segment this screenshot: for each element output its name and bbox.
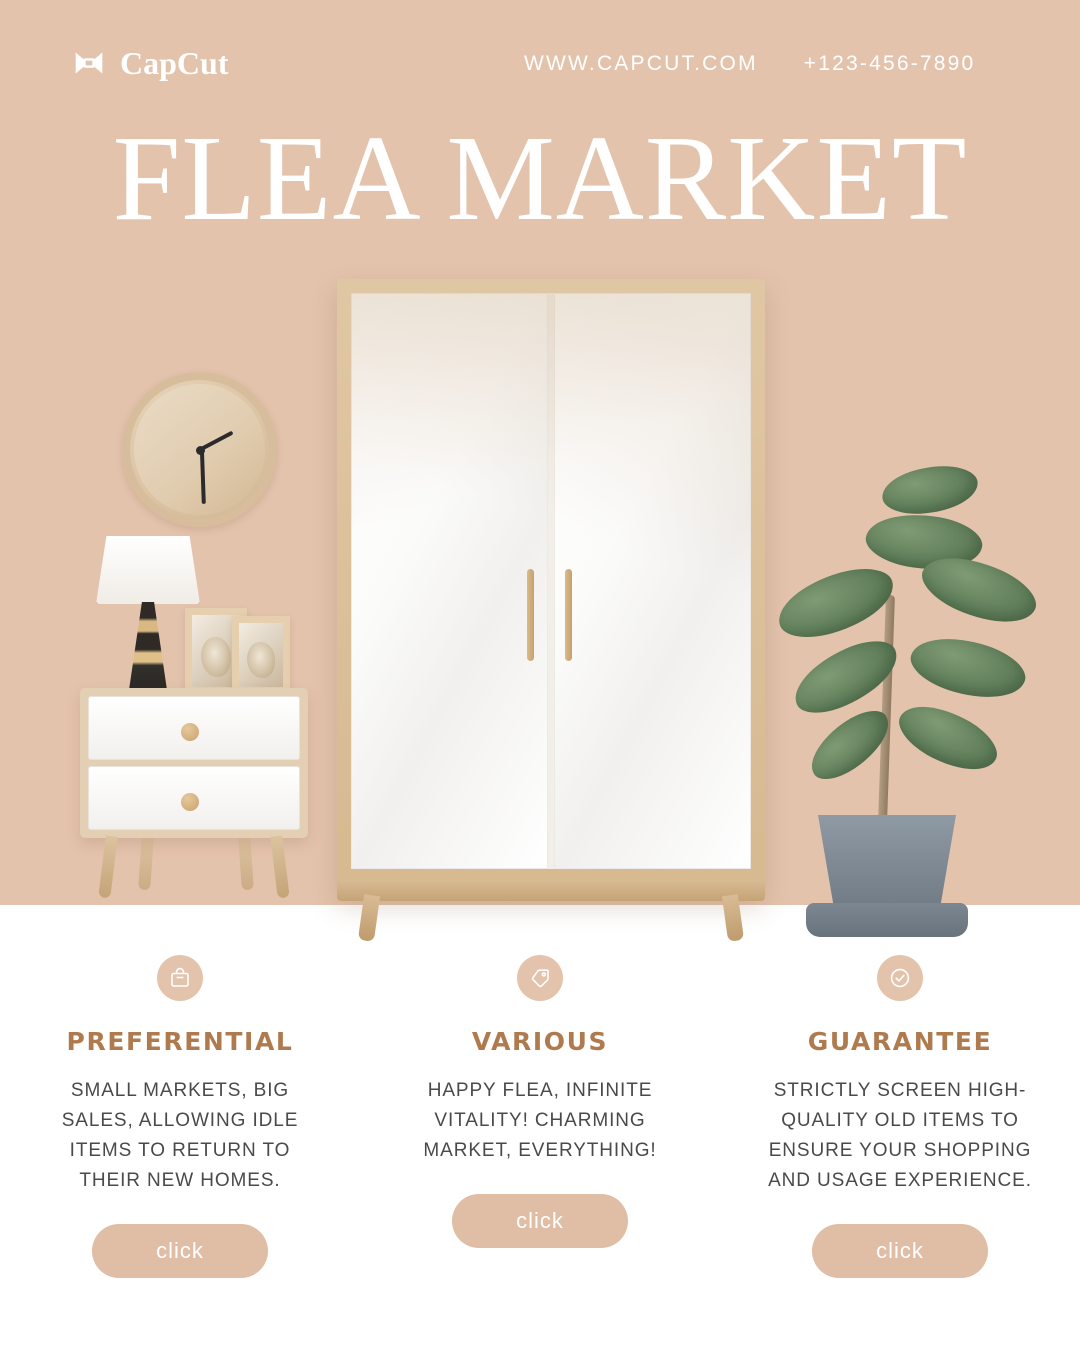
- wardrobe-handle-left: [527, 569, 534, 661]
- wall-clock: [122, 372, 277, 527]
- nightstand-leg: [238, 836, 254, 891]
- feature-cta-button[interactable]: click: [92, 1224, 268, 1278]
- wardrobe-leg: [722, 894, 744, 942]
- drawer-knob: [181, 723, 199, 741]
- page-title: FLEA MARKET: [112, 111, 968, 246]
- feature-card-various: [360, 955, 720, 1278]
- check-circle-icon: [877, 955, 923, 1001]
- wardrobe-inner-panel: [351, 293, 751, 869]
- wardrobe: [337, 279, 765, 939]
- feature-title: GUARANTEE: [807, 1027, 993, 1056]
- potted-plant: [770, 455, 1040, 935]
- nightstand-leg: [270, 835, 289, 898]
- plant-stem: [878, 595, 895, 821]
- nightstand-leg: [138, 836, 154, 891]
- clock-minute-hand: [200, 451, 206, 503]
- nightstand-leg: [98, 835, 117, 898]
- feature-title: PREFERENTIAL: [66, 1027, 294, 1056]
- nightstand-body: [80, 688, 308, 838]
- picture-frame-front: [232, 616, 290, 694]
- brand-name: CapCut: [120, 44, 229, 81]
- features-section: [0, 955, 1080, 1278]
- drawer-knob: [181, 793, 199, 811]
- wardrobe-leg: [358, 894, 380, 942]
- phone-text[interactable]: +123-456-7890: [803, 52, 976, 75]
- wardrobe-frame: [337, 279, 765, 897]
- wardrobe-handle-right: [565, 569, 572, 661]
- feature-cta-button[interactable]: click: [812, 1224, 988, 1278]
- feature-description: STRICTLY SCREEN HIGH-QUALITY OLD ITEMS TO ENSURE YOUR SHOPPING AND USAGE EXPERIENCE.: [768, 1080, 1032, 1191]
- wardrobe-door-left: [351, 293, 548, 869]
- feature-card-preferential: [0, 955, 360, 1278]
- shopping-bag-icon: [157, 955, 203, 1001]
- lamp-shade: [96, 536, 200, 604]
- plant-leaf: [881, 464, 980, 517]
- website-text[interactable]: WWW.CAPCUT.COM: [524, 52, 758, 75]
- feature-title: VARIOUS: [471, 1027, 609, 1056]
- lamp-base: [129, 602, 167, 690]
- plant-pot-base: [806, 903, 968, 937]
- clock-center-pin: [196, 446, 205, 455]
- wardrobe-plinth: [337, 879, 765, 901]
- price-tag-icon: [517, 955, 563, 1001]
- feature-description: SMALL MARKETS, BIG SALES, ALLOWING IDLE ITEMS TO RETURN TO THEIR NEW HOMES.: [61, 1080, 299, 1191]
- plant-leaf: [904, 624, 1031, 711]
- frame-artwork: [239, 623, 283, 687]
- nightstand: [80, 688, 308, 848]
- wardrobe-door-right: [554, 293, 751, 869]
- feature-card-guarantee: [720, 955, 1080, 1278]
- plant-leaf: [771, 560, 902, 647]
- plant-leaf: [890, 690, 1005, 785]
- clock-face: [134, 384, 265, 515]
- feature-cta-button[interactable]: click: [452, 1194, 628, 1248]
- feature-description: HAPPY FLEA, INFINITE VITALITY! CHARMING MARKET, EVERYTHING!: [423, 1080, 657, 1161]
